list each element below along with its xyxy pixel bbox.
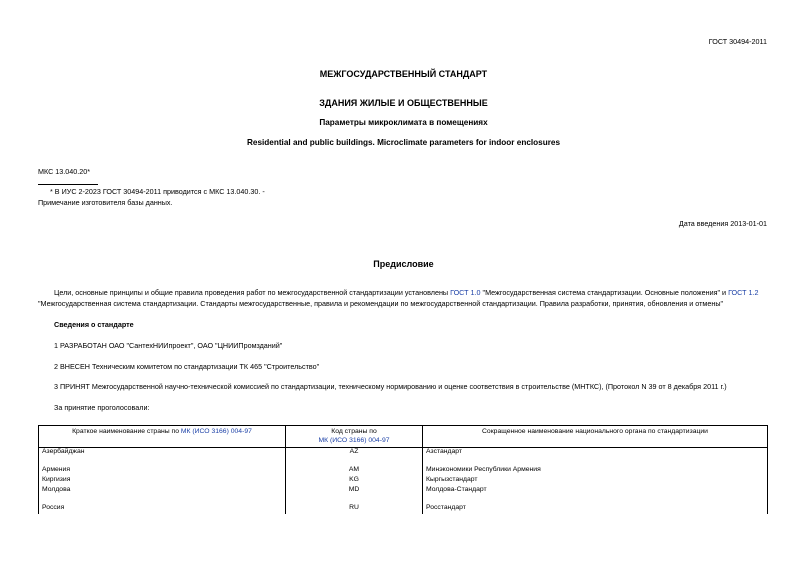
foreword-text-part-1: Цели, основные принципы и общие правила проведения работ по межгосударственной стандартизации установлены xyxy=(54,288,451,297)
header-country-text: Краткое наименование страны по xyxy=(72,428,181,435)
foreword-paragraph-line-1 xyxy=(54,288,769,297)
table-row xyxy=(39,486,768,496)
foreword-heading: Предисловие xyxy=(373,259,434,269)
voting-countries-table xyxy=(38,425,768,514)
country-name: Россия xyxy=(39,504,286,514)
mks-code: МКС 13.040.20* xyxy=(38,167,91,176)
standards-body: Азстандарт xyxy=(423,448,768,459)
gost-1-0-link[interactable]: ГОСТ 1.0 xyxy=(450,288,481,297)
country-code: KG xyxy=(286,476,423,486)
mk-iso-3166-link[interactable]: МК (ИСО 3166) 004-97 xyxy=(180,428,252,435)
table-spacer-row xyxy=(39,458,768,466)
standard-type-heading: МЕЖГОСУДАРСТВЕННЫЙ СТАНДАРТ xyxy=(319,69,488,79)
header-standards-body: Сокращенное наименование национального органа по стандартизации xyxy=(423,426,768,448)
header-country-name xyxy=(39,426,286,448)
country-code: AZ xyxy=(286,448,423,459)
standards-body: Росстандарт xyxy=(423,504,768,514)
foreword-paragraph-line-2: "Межгосударственная система стандартизации. Стандарты межгосударственные, правила и рекомендации по межгосударственной стандартизации. Правила разработки, принятия, обновления и отмены" xyxy=(38,299,724,308)
table-row xyxy=(39,448,768,459)
document-title: ЗДАНИЯ ЖИЛЫЕ И ОБЩЕСТВЕННЫЕ xyxy=(319,98,488,108)
item-2-submitted: 2 ВНЕСЕН Техническим комитетом по стандартизации ТК 465 "Строительство" xyxy=(54,362,320,371)
table-header-row xyxy=(39,426,768,448)
voted-for-label: За принятие проголосовали: xyxy=(54,403,150,412)
country-code: RU xyxy=(286,504,423,514)
document-number: ГОСТ 30494-2011 xyxy=(708,37,767,46)
standards-body: Минэкономики Республики Армения xyxy=(423,466,768,476)
mk-iso-3166-code-link[interactable]: МК (ИСО 3166) 004-97 xyxy=(318,436,390,444)
foreword-text-part-2: "Межгосударственная система стандартизации. Основные положения" и xyxy=(480,288,729,297)
country-code: MD xyxy=(286,486,423,496)
header-code-text: Код страны по xyxy=(331,428,377,435)
table-spacer-row xyxy=(39,496,768,504)
document-subtitle-en: Residential and public buildings. Microclimate parameters for indoor enclosures xyxy=(246,138,560,147)
footnote-divider xyxy=(38,184,98,185)
country-name: Киргизия xyxy=(39,476,286,486)
country-code: AM xyxy=(286,466,423,476)
standard-info-heading: Сведения о стандарте xyxy=(54,320,134,329)
table-row xyxy=(39,504,768,514)
country-name: Азербайджан xyxy=(39,448,286,459)
country-name: Молдова xyxy=(39,486,286,496)
item-1-developed: 1 РАЗРАБОТАН ОАО "СантехНИИпроект", ОАО "ЦНИИПромзданий" xyxy=(54,341,283,350)
footnote-line-1: * В ИУС 2-2023 ГОСТ 30494-2011 приводится с МКС 13.040.30. - xyxy=(50,187,265,196)
item-3-adopted: 3 ПРИНЯТ Межгосударственной научно-технической комиссией по стандартизации, техническому нормированию и оценке соответствия в строительстве (МНТКС), (Протокол N 39 от 8 декабря 2011 г.) xyxy=(54,382,727,391)
document-subtitle-ru: Параметры микроклимата в помещениях xyxy=(319,118,488,127)
standards-body: Кыргызстандарт xyxy=(423,476,768,486)
standards-body: Молдова-Стандарт xyxy=(423,486,768,496)
table-row xyxy=(39,466,768,476)
header-country-code xyxy=(286,426,423,448)
introduction-date: Дата введения 2013-01-01 xyxy=(678,219,767,228)
country-name: Армения xyxy=(39,466,286,476)
table-row xyxy=(39,476,768,486)
footnote-line-2: Примечание изготовителя базы данных. xyxy=(38,198,173,207)
gost-1-2-link[interactable]: ГОСТ 1.2 xyxy=(728,288,759,297)
